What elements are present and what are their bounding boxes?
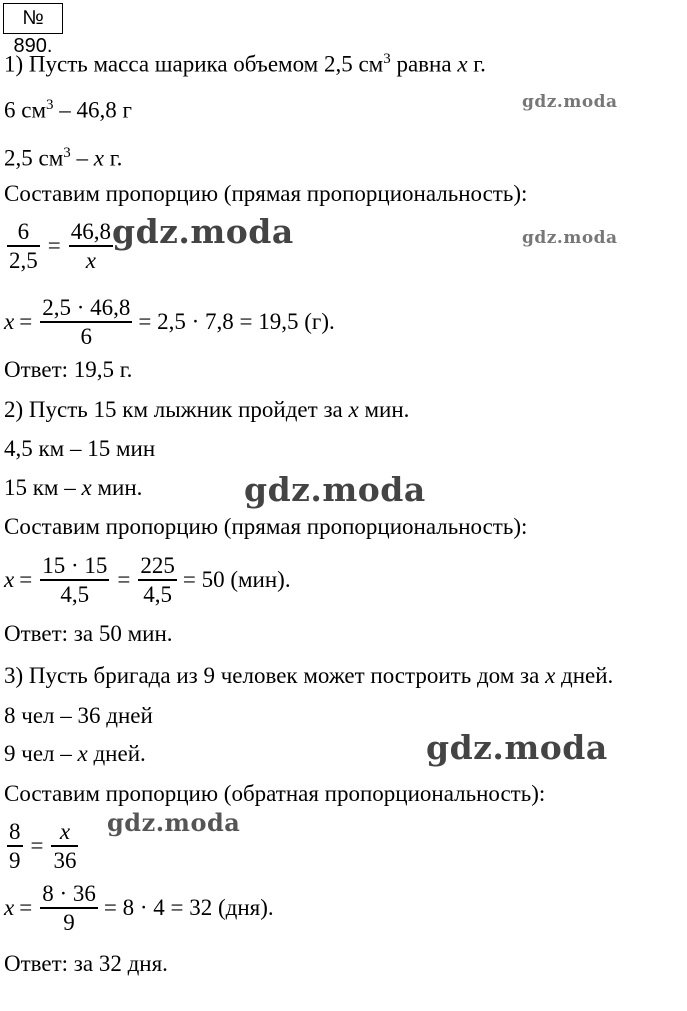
text: равна bbox=[390, 51, 458, 77]
result: = 8 · 4 = 32 (дня). bbox=[103, 894, 274, 920]
denominator: 6 bbox=[80, 323, 93, 349]
variable: x bbox=[457, 51, 468, 77]
part2-solution bbox=[4, 552, 291, 608]
variable: x bbox=[81, 475, 92, 500]
equals: = bbox=[19, 308, 33, 334]
problem-number: № 890. bbox=[3, 3, 63, 34]
watermark: gdz.moda bbox=[522, 92, 618, 112]
part3-proportion-label: Составим пропорцию (обратная пропорциональность): bbox=[4, 781, 546, 806]
fraction bbox=[40, 880, 98, 936]
text: 6 см bbox=[4, 97, 47, 123]
text: дней. bbox=[87, 741, 146, 766]
numerator: 6 bbox=[17, 219, 30, 244]
equals: = bbox=[19, 566, 33, 592]
numerator: 225 bbox=[140, 553, 175, 578]
watermark: gdz.moda bbox=[107, 808, 241, 837]
text: г. bbox=[103, 145, 123, 171]
part3-solution bbox=[4, 880, 274, 936]
denominator: x bbox=[85, 247, 96, 273]
watermark: gdz.moda bbox=[426, 728, 608, 767]
text: – 46,8 г bbox=[53, 97, 132, 123]
fraction bbox=[138, 552, 177, 608]
result: = 2,5 · 7,8 = 19,5 (г). bbox=[138, 308, 335, 334]
equals: = bbox=[19, 894, 33, 920]
part3-intro bbox=[4, 662, 613, 689]
fraction bbox=[40, 552, 109, 608]
part3-proportion bbox=[4, 818, 81, 874]
variable: x bbox=[545, 663, 556, 688]
part3-row1: 8 чел – 36 дней bbox=[4, 703, 153, 728]
fraction bbox=[7, 818, 23, 874]
part1-answer: Ответ: 19,5 г. bbox=[4, 357, 133, 382]
text: 2,5 см bbox=[4, 145, 64, 171]
numerator: 8 bbox=[9, 819, 21, 844]
denominator: 9 bbox=[63, 909, 75, 935]
text: 3) Пусть бригада из 9 человек может построить дом за bbox=[4, 663, 546, 688]
sup: 3 bbox=[63, 145, 71, 161]
fraction bbox=[40, 294, 132, 350]
numerator: 8 · 36 bbox=[42, 881, 96, 906]
variable: x bbox=[4, 308, 15, 334]
equals: = bbox=[117, 566, 131, 592]
numerator: 2,5 · 46,8 bbox=[42, 295, 131, 320]
text: 15 км – bbox=[4, 475, 82, 500]
text: мин. bbox=[91, 475, 143, 500]
variable: x bbox=[77, 741, 88, 766]
part1-row1 bbox=[4, 92, 132, 124]
result: = 50 (мин). bbox=[182, 566, 291, 592]
part1-solution bbox=[4, 294, 335, 350]
part1-proportion bbox=[4, 218, 116, 274]
part2-answer: Ответ: за 50 мин. bbox=[4, 621, 173, 646]
part3-row2 bbox=[4, 740, 146, 767]
variable: x bbox=[348, 397, 359, 422]
sup: 3 bbox=[46, 97, 54, 113]
part1-intro bbox=[4, 46, 486, 78]
variable: x bbox=[4, 566, 15, 592]
fraction bbox=[51, 818, 78, 874]
watermark: gdz.moda bbox=[112, 212, 294, 251]
variable: x bbox=[4, 894, 15, 920]
text: дней. bbox=[555, 663, 614, 688]
part2-proportion-label: Составим пропорцию (прямая пропорциональность): bbox=[4, 514, 528, 539]
denominator: 2,5 bbox=[9, 247, 38, 273]
part1-intro-text: 1) Пусть масса шарика объемом 2,5 см bbox=[4, 51, 384, 77]
part2-row1: 4,5 км – 15 мин bbox=[4, 436, 156, 461]
part1-proportion-label: Составим пропорцию (прямая пропорциональность): bbox=[4, 181, 528, 206]
watermark: gdz.moda bbox=[522, 228, 618, 248]
numerator: 15 · 15 bbox=[42, 553, 108, 578]
denominator: 4,5 bbox=[60, 581, 90, 607]
sup: 3 bbox=[383, 51, 391, 67]
fraction bbox=[7, 218, 40, 274]
denominator: 4,5 bbox=[143, 581, 172, 607]
numerator: x bbox=[59, 819, 71, 844]
part2-row2 bbox=[4, 474, 142, 501]
text: 9 чел – bbox=[4, 741, 78, 766]
variable: x bbox=[93, 145, 104, 171]
equals: = bbox=[30, 832, 44, 858]
text: г. bbox=[467, 51, 486, 77]
text: – bbox=[70, 145, 94, 171]
numerator: 46,8 bbox=[70, 219, 111, 244]
equals: = bbox=[47, 232, 61, 258]
watermark: gdz.moda bbox=[244, 470, 426, 509]
text: 2) Пусть 15 км лыжник пройдет за bbox=[4, 397, 349, 422]
part3-answer: Ответ: за 32 дня. bbox=[4, 951, 168, 976]
denominator: 36 bbox=[53, 847, 77, 873]
fraction bbox=[69, 218, 113, 274]
part1-row2 bbox=[4, 140, 122, 172]
part2-intro bbox=[4, 396, 409, 423]
denominator: 9 bbox=[9, 847, 21, 873]
text: мин. bbox=[358, 397, 410, 422]
